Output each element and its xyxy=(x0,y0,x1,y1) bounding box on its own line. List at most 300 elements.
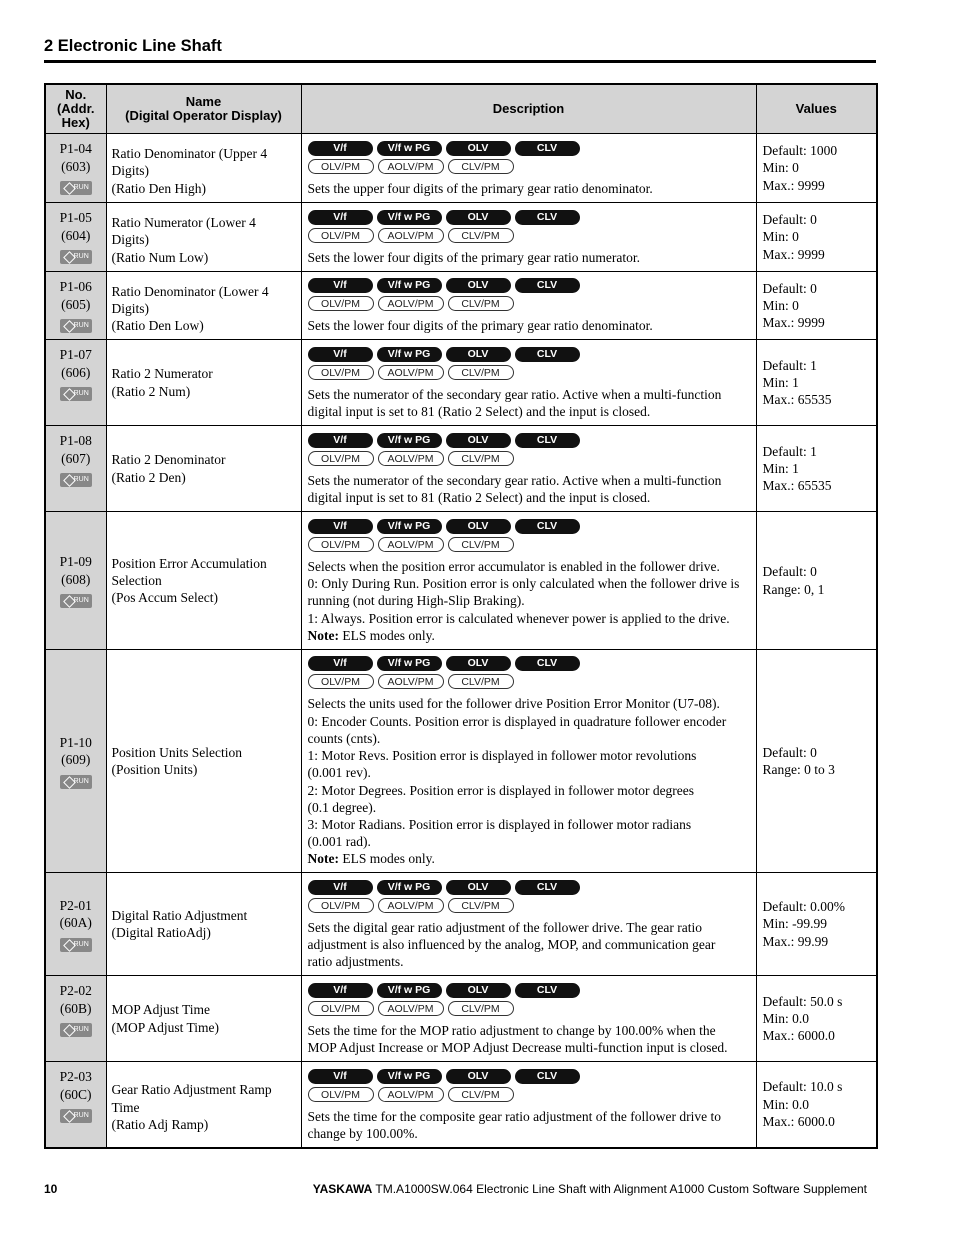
value-line: Max.: 9999 xyxy=(762,246,825,262)
param-name-line: (Ratio Num Low) xyxy=(111,249,209,265)
table-row xyxy=(45,272,877,340)
param-name-line: Digital Ratio Adjustment xyxy=(111,907,248,923)
param-description xyxy=(308,180,752,197)
param-description-cell xyxy=(301,426,756,512)
param-address: (608) xyxy=(61,571,91,587)
param-address: (603) xyxy=(61,158,91,174)
clvpm-badge: CLV/PM xyxy=(448,451,514,466)
control-mode-badges-row2 xyxy=(308,1001,752,1016)
param-name-line: Position Error Accumulation xyxy=(111,555,267,571)
description-line: (0.001 rad). xyxy=(307,834,371,850)
control-mode-badges-row1 xyxy=(308,1069,752,1084)
clv-badge: CLV xyxy=(515,880,580,895)
description-line: Sets the numerator of the secondary gear ratio. Active when a multi-function xyxy=(307,472,722,488)
param-name-cell xyxy=(106,650,301,873)
description-line: 3: Motor Radians. Position error is displayed in follower motor radians xyxy=(307,816,692,832)
param-name-line: (Digital RatioAdj) xyxy=(111,925,211,940)
description-line: Selects the units used for the follower drive Position Error Monitor (U7-08). xyxy=(307,696,720,712)
olvpm-badge: OLV/PM xyxy=(308,228,374,243)
clv-badge: CLV xyxy=(515,983,580,998)
table-row xyxy=(45,512,877,650)
vfpg-badge: V/f w PG xyxy=(377,519,442,534)
table-row xyxy=(45,203,877,272)
param-name-cell xyxy=(106,1062,301,1148)
value-line: Default: 0 xyxy=(762,280,817,296)
control-mode-badges-row1 xyxy=(308,278,752,293)
section-rule xyxy=(44,60,876,63)
param-name xyxy=(112,907,296,941)
table-row xyxy=(45,1062,877,1148)
control-mode-badges-row2 xyxy=(308,296,752,311)
description-line: Sets the time for the composite gear ratio adjustment of the follower drive to xyxy=(307,1108,722,1124)
param-description xyxy=(308,472,752,506)
clv-badge: CLV xyxy=(515,347,580,362)
param-number-cell xyxy=(45,1062,106,1148)
value-line: Default: 0 xyxy=(762,212,817,228)
param-name-line: Ratio Denominator (Lower 4 xyxy=(111,283,269,299)
param-number: P1-09 xyxy=(59,554,92,569)
description-line: Sets the numerator of the secondary gear ratio. Active when a multi-function xyxy=(307,386,722,402)
param-name-line: (Ratio Adj Ramp) xyxy=(111,1116,209,1132)
value-line: Range: 0 to 3 xyxy=(762,762,835,777)
aolvpm-badge: AOLV/PM xyxy=(378,228,444,243)
description-line: digital input is set to 81 (Ratio 2 Select) and the input is closed. xyxy=(307,490,651,505)
description-line: (0.001 rev). xyxy=(307,765,371,781)
param-name-line: Gear Ratio Adjustment Ramp xyxy=(111,1082,272,1098)
table-header-row xyxy=(45,84,877,134)
olvpm-badge: OLV/PM xyxy=(308,537,374,552)
param-values-cell xyxy=(756,426,877,512)
param-address: (605) xyxy=(61,296,91,312)
vf-badge: V/f xyxy=(308,519,373,534)
page-number: 10 xyxy=(44,1182,58,1196)
control-mode-badges-row1 xyxy=(308,347,752,362)
header-name-line1: Name xyxy=(185,94,222,109)
param-name-cell xyxy=(106,203,301,272)
description-note xyxy=(308,850,752,867)
control-mode-badges-row2 xyxy=(308,537,752,552)
param-name-cell xyxy=(106,272,301,340)
clv-badge: CLV xyxy=(515,519,580,534)
param-name-cell xyxy=(106,340,301,426)
value-line: Default: 1000 xyxy=(762,143,838,159)
param-number-cell xyxy=(45,976,106,1062)
param-description-cell xyxy=(301,650,756,873)
aolvpm-badge: AOLV/PM xyxy=(378,537,444,552)
table-row xyxy=(45,873,877,976)
aolvpm-badge: AOLV/PM xyxy=(378,451,444,466)
control-mode-badges-row1 xyxy=(308,880,752,895)
aolvpm-badge: AOLV/PM xyxy=(378,296,444,311)
aolvpm-badge: AOLV/PM xyxy=(378,674,444,689)
footer-doc-title xyxy=(313,1182,867,1196)
param-values-cell xyxy=(756,512,877,650)
aolvpm-badge: AOLV/PM xyxy=(378,1087,444,1102)
param-description xyxy=(308,249,752,266)
description-line: ratio adjustments. xyxy=(307,954,404,970)
param-values-cell xyxy=(756,976,877,1062)
olvpm-badge: OLV/PM xyxy=(308,1087,374,1102)
value-line: Min: 0.0 xyxy=(762,1096,810,1112)
param-number-cell xyxy=(45,272,106,340)
param-values-cell xyxy=(756,650,877,873)
param-number: P1-07 xyxy=(59,347,92,362)
vfpg-badge: V/f w PG xyxy=(377,1069,442,1084)
value-line: Min: 1 xyxy=(762,374,799,390)
vfpg-badge: V/f w PG xyxy=(377,278,442,293)
param-name-line: MOP Adjust Time xyxy=(111,1002,211,1018)
header-no xyxy=(45,84,106,134)
header-name-line2: (Digital Operator Display) xyxy=(125,108,282,123)
param-description-cell xyxy=(301,1062,756,1148)
param-description-cell xyxy=(301,976,756,1062)
clvpm-badge: CLV/PM xyxy=(448,159,514,174)
olv-badge: OLV xyxy=(446,656,511,671)
header-no-line1: No. xyxy=(65,87,87,102)
value-line: Min: 1 xyxy=(762,460,799,476)
description-line: 2: Motor Degrees. Position error is displayed in follower motor degrees xyxy=(307,782,695,798)
clv-badge: CLV xyxy=(515,210,580,225)
clvpm-badge: CLV/PM xyxy=(448,1001,514,1016)
note-text: ELS modes only. xyxy=(338,851,435,867)
param-name-line: Ratio Denominator (Upper 4 xyxy=(111,146,268,162)
param-description-cell xyxy=(301,340,756,426)
clvpm-badge: CLV/PM xyxy=(448,228,514,243)
param-values-cell xyxy=(756,272,877,340)
section-title: 2 Electronic Line Shaft xyxy=(44,37,222,55)
value-line: Min: 0 xyxy=(762,297,799,313)
footer-title-text: TM.A1000SW.064 Electronic Line Shaft with Alignment A1000 Custom Software Supplement xyxy=(372,1182,867,1196)
vfpg-badge: V/f w PG xyxy=(377,880,442,895)
vf-badge: V/f xyxy=(308,1069,373,1084)
header-description: Description xyxy=(301,84,756,134)
value-line: Range: 0, 1 xyxy=(762,581,825,597)
param-name-line: (Ratio 2 Den) xyxy=(111,469,186,485)
value-line: Max.: 65535 xyxy=(762,478,832,494)
vf-badge: V/f xyxy=(308,880,373,895)
param-name-line: Digits) xyxy=(111,232,150,248)
param-name-line: Selection xyxy=(111,572,162,588)
run-icon: RUN xyxy=(60,1023,92,1037)
clv-badge: CLV xyxy=(515,141,580,156)
description-line: (0.1 degree). xyxy=(307,799,377,815)
value-line: Default: 0 xyxy=(762,744,817,760)
param-description-cell xyxy=(301,134,756,203)
param-address: (60B) xyxy=(60,1000,92,1016)
description-line: 0: Only During Run. Position error is only calculated when the follower drive is xyxy=(307,576,740,592)
control-mode-badges-row2 xyxy=(308,228,752,243)
control-mode-badges-row2 xyxy=(308,451,752,466)
table-row xyxy=(45,426,877,512)
param-description-cell xyxy=(301,512,756,650)
param-name xyxy=(112,1075,296,1133)
olv-badge: OLV xyxy=(446,983,511,998)
olv-badge: OLV xyxy=(446,433,511,448)
param-name xyxy=(112,451,296,485)
param-name-line: (Ratio Den Low) xyxy=(111,318,204,334)
run-diamond-icon xyxy=(63,776,76,789)
param-name-cell xyxy=(106,426,301,512)
olv-badge: OLV xyxy=(446,1069,511,1084)
olv-badge: OLV xyxy=(446,519,511,534)
olv-badge: OLV xyxy=(446,278,511,293)
vfpg-badge: V/f w PG xyxy=(377,210,442,225)
param-name-line: Position Units Selection xyxy=(111,744,243,760)
control-mode-badges-row1 xyxy=(308,519,752,534)
param-name-line: Ratio Numerator (Lower 4 xyxy=(111,215,256,231)
value-line: Max.: 65535 xyxy=(762,392,832,408)
param-number: P2-01 xyxy=(59,897,92,913)
value-line: Min: 0 xyxy=(762,160,799,176)
run-icon: RUN xyxy=(60,473,92,487)
aolvpm-badge: AOLV/PM xyxy=(378,898,444,913)
table-row xyxy=(45,134,877,203)
run-diamond-icon xyxy=(63,939,76,952)
control-mode-badges-row2 xyxy=(308,1087,752,1102)
param-description-cell xyxy=(301,873,756,976)
olvpm-badge: OLV/PM xyxy=(308,159,374,174)
param-description-cell xyxy=(301,272,756,340)
param-number: P1-04 xyxy=(59,141,92,156)
description-line: running (not during High-Slip Braking). xyxy=(307,593,525,609)
description-line: MOP Adjust Increase or MOP Adjust Decrease multi-function input is closed. xyxy=(307,1040,728,1055)
olv-badge: OLV xyxy=(446,141,511,156)
olvpm-badge: OLV/PM xyxy=(308,296,374,311)
run-icon: RUN xyxy=(60,387,92,401)
control-mode-badges-row1 xyxy=(308,433,752,448)
param-number: P1-10 xyxy=(59,734,92,750)
run-diamond-icon xyxy=(63,388,76,401)
run-diamond-icon xyxy=(63,251,76,264)
vfpg-badge: V/f w PG xyxy=(377,983,442,998)
value-line: Max.: 9999 xyxy=(762,177,825,193)
param-number-cell xyxy=(45,426,106,512)
clv-badge: CLV xyxy=(515,656,580,671)
param-description xyxy=(308,1022,752,1056)
param-number: P1-05 xyxy=(59,210,92,225)
vfpg-badge: V/f w PG xyxy=(377,656,442,671)
run-icon: RUN xyxy=(60,594,92,608)
param-description xyxy=(308,695,752,867)
param-address: (60A) xyxy=(59,915,92,930)
param-name xyxy=(112,208,296,266)
value-line: Default: 50.0 s xyxy=(762,993,843,1009)
description-line: Sets the digital gear ratio adjustment of the follower drive. The gear ratio xyxy=(307,919,702,935)
param-number-cell xyxy=(45,340,106,426)
param-values-cell xyxy=(756,203,877,272)
description-line: 1: Always. Position error is calculated whenever power is applied to the drive. xyxy=(307,610,730,626)
value-line: Min: 0 xyxy=(762,229,799,245)
olvpm-badge: OLV/PM xyxy=(308,898,374,913)
param-name xyxy=(112,555,296,607)
run-icon: RUN xyxy=(60,319,92,333)
header-no-line2: (Addr. xyxy=(56,101,95,116)
run-diamond-icon xyxy=(63,320,76,333)
olv-badge: OLV xyxy=(446,347,511,362)
description-line: Sets the lower four digits of the primary gear ratio denominator. xyxy=(307,318,653,334)
control-mode-badges-row1 xyxy=(308,141,752,156)
description-line: digital input is set to 81 (Ratio 2 Select) and the input is closed. xyxy=(307,404,651,419)
description-line: change by 100.00%. xyxy=(307,1125,418,1141)
run-diamond-icon xyxy=(63,1024,76,1037)
value-line: Max.: 9999 xyxy=(762,315,825,331)
run-icon: RUN xyxy=(60,250,92,264)
vf-badge: V/f xyxy=(308,433,373,448)
vf-badge: V/f xyxy=(308,347,373,362)
vfpg-badge: V/f w PG xyxy=(377,347,442,362)
olv-badge: OLV xyxy=(446,210,511,225)
vf-badge: V/f xyxy=(308,210,373,225)
param-address: (604) xyxy=(61,227,91,243)
clvpm-badge: CLV/PM xyxy=(448,898,514,913)
clvpm-badge: CLV/PM xyxy=(448,1087,514,1102)
control-mode-badges-row2 xyxy=(308,159,752,174)
clv-badge: CLV xyxy=(515,1069,580,1084)
param-number-cell xyxy=(45,134,106,203)
header-name xyxy=(106,84,301,134)
param-address: (609) xyxy=(61,752,91,767)
value-line: Max.: 99.99 xyxy=(762,933,829,949)
param-address: (606) xyxy=(61,364,91,380)
footer-brand: YASKAWA xyxy=(312,1182,373,1196)
param-number: P2-03 xyxy=(59,1069,92,1084)
param-description xyxy=(308,558,752,644)
run-diamond-icon xyxy=(63,1110,76,1123)
aolvpm-badge: AOLV/PM xyxy=(378,365,444,380)
param-number: P1-06 xyxy=(59,279,92,294)
aolvpm-badge: AOLV/PM xyxy=(378,1001,444,1016)
param-name-line: (Position Units) xyxy=(111,762,198,777)
run-diamond-icon xyxy=(63,595,76,608)
run-diamond-icon xyxy=(63,182,76,195)
olv-badge: OLV xyxy=(446,880,511,895)
clv-badge: CLV xyxy=(515,278,580,293)
description-line: Sets the time for the MOP ratio adjustment to change by 100.00% when the xyxy=(307,1022,716,1038)
param-name-line: (MOP Adjust Time) xyxy=(111,1019,220,1035)
run-icon: RUN xyxy=(60,1109,92,1123)
vfpg-badge: V/f w PG xyxy=(377,433,442,448)
clvpm-badge: CLV/PM xyxy=(448,674,514,689)
note-text: ELS modes only. xyxy=(338,627,435,643)
description-line: Sets the lower four digits of the primary gear ratio numerator. xyxy=(307,249,641,265)
value-line: Min: 0.0 xyxy=(762,1010,810,1026)
control-mode-badges-row2 xyxy=(308,365,752,380)
header-values: Values xyxy=(756,84,877,134)
param-number-cell xyxy=(45,873,106,976)
param-description xyxy=(308,317,752,334)
param-values-cell xyxy=(756,873,877,976)
vf-badge: V/f xyxy=(308,656,373,671)
olvpm-badge: OLV/PM xyxy=(308,1001,374,1016)
param-values-cell xyxy=(756,134,877,203)
olvpm-badge: OLV/PM xyxy=(308,451,374,466)
control-mode-badges-row2 xyxy=(308,674,752,689)
param-name-line: Ratio 2 Denominator xyxy=(111,452,226,468)
vf-badge: V/f xyxy=(308,141,373,156)
param-description xyxy=(308,1108,752,1142)
parameter-table xyxy=(44,83,878,1149)
table-row xyxy=(45,976,877,1062)
value-line: Default: 1 xyxy=(762,443,817,459)
description-line: adjustment is also influenced by the analog, MOP, and communication gear xyxy=(307,936,716,952)
header-no-line3: Hex) xyxy=(61,115,90,130)
param-description-cell xyxy=(301,203,756,272)
vf-badge: V/f xyxy=(308,278,373,293)
description-note xyxy=(308,627,752,644)
param-address: (607) xyxy=(61,450,91,466)
value-line: Default: 1 xyxy=(762,357,817,373)
description-line: Selects when the position error accumulator is enabled in the follower drive. xyxy=(307,558,720,574)
param-number: P1-08 xyxy=(59,433,92,448)
olvpm-badge: OLV/PM xyxy=(308,365,374,380)
param-name-cell xyxy=(106,873,301,976)
control-mode-badges-row2 xyxy=(308,898,752,913)
clvpm-badge: CLV/PM xyxy=(448,296,514,311)
clvpm-badge: CLV/PM xyxy=(448,537,514,552)
param-name-line: Digits) xyxy=(111,163,150,179)
param-name xyxy=(112,139,296,197)
table-row xyxy=(45,340,877,426)
param-number-cell xyxy=(45,650,106,873)
param-name xyxy=(112,1001,296,1035)
param-description xyxy=(308,919,752,971)
value-line: Default: 0 xyxy=(762,564,817,580)
param-name xyxy=(112,744,296,778)
olvpm-badge: OLV/PM xyxy=(308,674,374,689)
param-address: (60C) xyxy=(60,1086,92,1102)
table-row xyxy=(45,650,877,873)
description-line: Sets the upper four digits of the primary gear ratio denominator. xyxy=(307,180,653,196)
value-line: Default: 10.0 s xyxy=(762,1079,843,1095)
param-number: P2-02 xyxy=(59,983,92,998)
param-name-cell xyxy=(106,976,301,1062)
param-name xyxy=(112,277,296,335)
aolvpm-badge: AOLV/PM xyxy=(378,159,444,174)
control-mode-badges-row1 xyxy=(308,210,752,225)
param-name-cell xyxy=(106,512,301,650)
vf-badge: V/f xyxy=(308,983,373,998)
control-mode-badges-row1 xyxy=(308,983,752,998)
note-label: Note: xyxy=(307,851,339,867)
vfpg-badge: V/f w PG xyxy=(377,141,442,156)
note-label: Note: xyxy=(307,627,339,643)
run-diamond-icon xyxy=(63,474,76,487)
param-name-line: (Ratio 2 Num) xyxy=(111,383,191,399)
clv-badge: CLV xyxy=(515,433,580,448)
value-line: Max.: 6000.0 xyxy=(762,1028,835,1044)
value-line: Max.: 6000.0 xyxy=(762,1113,835,1129)
param-values-cell xyxy=(756,1062,877,1148)
param-name-line: Digits) xyxy=(111,300,150,316)
param-number-cell xyxy=(45,203,106,272)
value-line: Min: -99.99 xyxy=(762,916,828,932)
param-description xyxy=(308,386,752,420)
description-line: 0: Encoder Counts. Position error is displayed in quadrature follower encoder xyxy=(307,713,727,729)
param-name-cell xyxy=(106,134,301,203)
description-line: 1: Motor Revs. Position error is displayed in follower motor revolutions xyxy=(307,748,697,764)
control-mode-badges-row1 xyxy=(308,656,752,671)
param-number-cell xyxy=(45,512,106,650)
param-name-line: Ratio 2 Numerator xyxy=(111,366,213,382)
description-line: counts (cnts). xyxy=(307,730,381,746)
param-name-line: Time xyxy=(111,1099,140,1115)
run-icon: RUN xyxy=(60,775,92,789)
param-name-line: (Pos Accum Select) xyxy=(111,590,218,606)
param-values-cell xyxy=(756,340,877,426)
param-name xyxy=(112,365,296,399)
clvpm-badge: CLV/PM xyxy=(448,365,514,380)
value-line: Default: 0.00% xyxy=(762,899,845,915)
